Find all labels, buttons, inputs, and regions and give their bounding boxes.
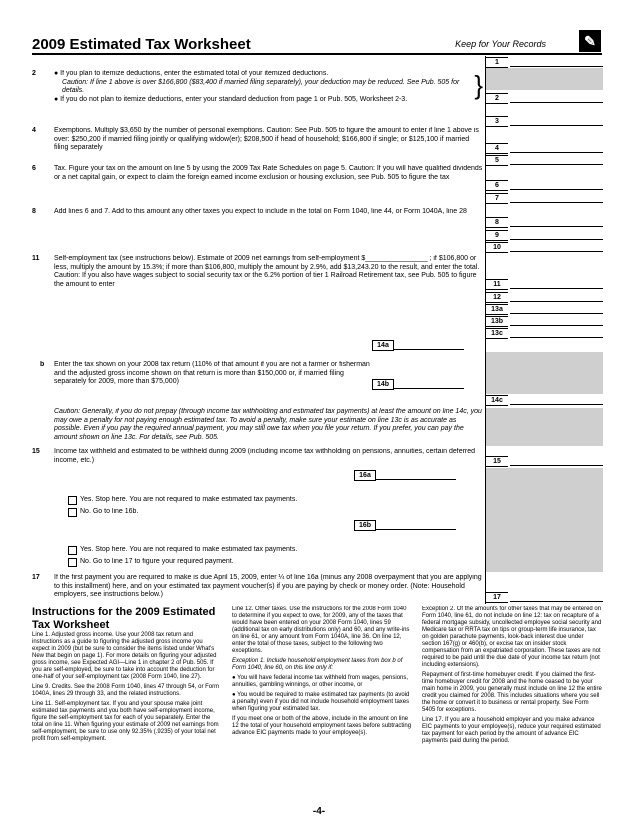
line-4: 4 Exemptions. Multiply $3,650 by the number of personal exemptions. Caution: See Pub. 505 to figure the amount to enter if line 1 above is over: $250,200 if married filing jointly or qualifying widow(er); $208,500 if head of household; $166,800 if single; or $125,100 if married filing separately [32,127,485,153]
line-16a-label: 16a [354,470,376,481]
instr-exception-1-bullet-2: ● You would be required to make estimated tax payments (to avoid a penalty) even if you did not include household employment taxes when figuring your estimated tax. [232,692,410,712]
line-16b-label: 16b [354,520,376,531]
box-5-amount[interactable] [510,155,603,165]
line-16b-yes-checkbox[interactable] [68,546,77,555]
box-9-label: 9 [486,230,508,241]
box-14c-label: 14c [486,395,508,406]
instr-line-1: Line 1. Adjusted gross income. Use your 2008 tax return and instructions as a guide to figuring the adjusted gross income you expect in 2009 (but be sure to consider the items listed under What's New that begin on page 1). For more details on figuring your adjusted gross income, see Expected AGI—Line 1 in chapter 2 of Pub. 505. If you are self-employed, be sure to take into account the deduction for one-half of your self-employment tax (2008 Form 1040, line 27). [32,632,217,680]
box-15-amount[interactable] [510,456,603,466]
instructions-column-3 [422,606,602,748]
line-6: 6 Tax. Figure your tax on the amount on line 5 by using the 2009 Tax Rate Schedules on page 5. Caution: If you will have qualified dividends or a net capital gain, or expect to claim the foreign earned income exclusion or housing exclusion, see Pub. 505 to figure the tax [32,165,485,191]
instr-exception-2: Exception 2. Of the amounts for other taxes that may be entered on Form 1040, line 61, do not include on line 12: tax on recapture of a federal mortgage subsidy, uncollected employee social security and Medicare tax or RRTA tax on tips or group-term life insurance, tax on golden parachute payments, look-back interest due under section 167(g) or 460(b), or excise tax on insider stock compensation from an expatriated corporation. These taxes are not required to be paid until the due date of your income tax return (not including extensions). [422,606,602,668]
instructions-title: Instructions for the 2009 Estimated Tax Worksheet [32,606,216,631]
line-16a-amount[interactable] [376,470,456,480]
box-4-amount[interactable] [510,143,603,153]
box-11-amount[interactable] [510,279,603,289]
keep-records-note: Keep for Your Records [455,39,546,49]
box-6-amount[interactable] [510,180,603,190]
box-1-amount[interactable] [510,57,603,67]
estimated-tax-worksheet [32,56,602,604]
line-2-option-b: ● If you do not plan to itemize deductions, enter your standard deduction from page 1 or Pub. 505, Worksheet 2-3. [54,95,408,103]
page-header [32,36,602,54]
caution-14c-text: Caution: Generally, if you do not prepay (through income tax withholding and estimated tax payments) at least the amount on line 14c, you may owe a penalty for not paying enough estimated tax. To avoid a penalty, make sure your estimate on line 13c is as accurate as possible. Even if you pay the required annual payment, you may still owe tax when you file your return. If you prefer, you can pay the amount shown on line 13c. For details, see Pub. 505. [54,408,482,441]
box-13b-label: 13b [486,316,508,327]
line-16a-no: No. Go to line 16b. [80,508,139,515]
line-2-option-a: ● If you plan to itemize deductions, enter the estimated total of your itemized deductions. [54,70,329,77]
line-2-brace: } [474,70,483,100]
line-16b-amount[interactable] [376,520,456,530]
line-15: 15 Income tax withheld and estimated to be withheld during 2009 (including income tax withholding on pensions, annuities, certain deferred income, etc.) [32,448,485,466]
line-14b-amount[interactable] [394,379,464,389]
box-17-amount[interactable] [510,592,603,602]
box-7-amount[interactable] [510,193,603,203]
line-8: 8 Add lines 6 and 7. Add to this amount any other taxes you expect to include in the total on Form 1040, line 44, or Form 1040A, line 28 [32,208,485,226]
box-3-amount[interactable] [510,116,603,126]
instr-exception-1-note: If you meet one or both of the above, include in the amount on line 12 the total of your household employment taxes before subtracting advance EIC payments made to your employee(s). [232,716,412,736]
box-5-label: 5 [486,155,508,166]
instr-line-12: Line 12. Other taxes. Use the instructions for the 2008 Form 1040 to determine if you expect to owe, for 2009, any of the taxes that would have been entered on your 2008 Form 1040, lines 59 (additional tax on early distributions only) and 60, and any write-ins on line 61, or any amount from Form 1040A, line 36. On line 12, enter the total of those taxes, subject to the following two exceptions. [232,606,410,654]
box-2-amount[interactable] [510,93,603,103]
instr-exception-1: Exception 1. Include household employment taxes from box b of Form 1040, line 60, on this line only if: [232,658,403,671]
box-3-label: 3 [486,116,508,127]
box-1-label: 1 [486,57,508,68]
box-13c-amount[interactable] [510,328,603,338]
worksheet-instructions [32,606,602,806]
line-16b-yes: Yes. Stop here. You are not required to make estimated tax payments. [80,546,298,553]
line-8-text: Add lines 6 and 7. Add to this amount any other taxes you expect to include in the total on Form 1040, line 44, or Form 1040A, line 28 [54,208,467,215]
line-14b-text: Enter the tax shown on your 2008 tax return (110% of that amount if you are not a farmer or fisherman and the adjusted gross income shown on that return is more than $150,000 or, if married filing separately for 2009, more than $75,000) [54,361,370,385]
line-16a-no-checkbox[interactable] [68,508,77,517]
line-16a-yes-checkbox[interactable] [68,496,77,505]
line-17: 17 If the first payment you are required to make is due April 15, 2009, enter ¼ of line 16a (minus any 2008 overpayment that you are applying to this installment) here, and on your estimated tax payment voucher(s) if you are paying by check or money order. (Note: Household employers, see instructions below.) [32,574,485,601]
box-13c-label: 13c [486,328,508,339]
instr-exception-1-bullet-1: ● You will have federal income tax withheld from wages, pensions, annuities, gambling winnings, or other income, or [232,675,409,688]
box-17-label: 17 [486,592,508,603]
header-rule [32,53,602,55]
box-9-amount[interactable] [510,230,603,240]
page-number: -4- [312,806,326,817]
box-10-amount[interactable] [510,242,603,252]
box-6-label: 6 [486,180,508,191]
line-14b-label: 14b [372,379,394,390]
line-16b-no-checkbox[interactable] [68,558,77,567]
line-11-text: Self-employment tax (see instructions below). Estimate of 2009 net earnings from self-employment $________________ ; if $106,800 or less, multiply the amount by 15.3%; if more than $106,800, multiply the amount by 2.9%, add $13,243.20 to the result, and enter the total. Caution: If you also have wages subject to social security tax or the 6.2% portion of tier 1 Railroad Retirement tax, see Pub. 505 to figure the amount to enter [54,255,480,288]
instr-homebuyer-credit: Repayment of first-time homebuyer credit. If you claimed the first-time homebuyer credit for 2008 and the home ceased to be your main home in 2009, you generally must include on line 12 the entire credit you claimed for 2008. This includes situations where you sell the home or convert it to business or rental property. See Form 5405 for exceptions. [422,672,602,713]
line-16a-yes: Yes. Stop here. You are not required to make estimated tax payments. [80,496,298,503]
line-2: 2 ● If you plan to itemize deductions, enter the estimated total of your itemized deductions. Caution: If line 1 above is over $166,800 ($83,400 if married filing separately), your deduction may be reduced. See Pub. 505 for details. ● If you do not plan to itemize deductions, enter your standard deduction from page 1 or Pub. 505, Worksheet 2-3. } [32,70,483,103]
line-17-text: If the first payment you are required to make is due April 15, 2009, enter ¼ of line 16a (minus any 2008 overpayment that you are applying to this installment) here, and on your estimated tax payment voucher(s) if you are paying by check or money order. (Note: Household employers, see instructions below.) [54,574,482,598]
box-8-label: 8 [486,217,508,228]
line-14a-label: 14a [372,340,394,351]
caution-14c [54,408,485,443]
instructions-column-1 [32,606,222,746]
recordkeeping-icon: ✎ [579,30,601,52]
line-6-text: Tax. Figure your tax on the amount on line 5 by using the 2009 Tax Rate Schedules on page 5. Caution: If you will have qualified dividends or a net capital gain, or expect to claim the foreign earned income exclusion or housing exclusion, see Pub. 505 to figure the tax [54,165,483,181]
amount-column [485,56,603,604]
box-10-label: 10 [486,242,508,253]
box-14c-amount[interactable] [510,395,603,405]
page-title: 2009 Estimated Tax Worksheet [32,36,251,53]
instr-line-11: Line 11. Self-employment tax. If you and your spouse make joint estimated tax payments and you both have self-employment income, figure the self-employment tax for each of you separately. Enter the total on line 11. When figuring your estimate of 2009 net earnings from self-employment, be sure to use only 92.35% (.9235) of your total net profit from self-employment. [32,701,219,742]
line-14a-amount[interactable] [394,340,464,350]
box-12-amount[interactable] [510,292,603,302]
box-13a-amount[interactable] [510,304,603,314]
instructions-column-2 [232,606,412,740]
line-15-text: Income tax withheld and estimated to be withheld during 2009 (including income tax withholding on pensions, annuities, certain deferred income, etc.) [54,448,476,464]
line-4-text: Exemptions. Multiply $3,650 by the number of personal exemptions. Caution: See Pub. 505 to figure the amount to enter if line 1 above is over: $250,200 if married filing jointly or qualifying widow(er); $208,500 if head of household; $166,800 if single; or $125,100 if married filing separately [54,127,479,151]
line-14b: b Enter the tax shown on your 2008 tax return (110% of that amount if you are not a farmer or fisherman and the adjusted gross income shown on that return is more than $150,000 or, if married filing separately for 2009, more than $75,000) [32,361,372,388]
box-13a-label: 13a [486,304,508,315]
box-13b-amount[interactable] [510,316,603,326]
box-2-label: 2 [486,93,508,104]
box-11-label: 11 [486,279,508,290]
box-12-label: 12 [486,292,508,303]
box-4-label: 4 [486,143,508,154]
line-11: 11 Self-employment tax (see instructions below). Estimate of 2009 net earnings from self-employment $________________ ; if $106,800 or less, multiply the amount by 15.3%; if more than $106,800, multiply the amount by 2.9%, add $13,243.20 to the result, and enter the total. Caution: If you also have wages subject to social security tax or the 6.2% portion of tier 1 Railroad Retirement tax, see Pub. 505 to figure the amount to enter [32,255,485,290]
instr-line-9: Line 9. Credits. See the 2008 Form 1040, lines 47 through 54, or Form 1040A, lines 29 through 33, and the related instructions. [32,684,220,697]
box-8-amount[interactable] [510,217,603,227]
line-16b-no: No. Go to line 17 to figure your required payment. [80,558,234,565]
box-7-label: 7 [486,193,508,204]
instr-line-17: Line 17. If you are a household employer and you make advance EIC payments to your employee(s), reduce your required estimated tax payment for each period by the amount of advance EIC payments paid during the period. [422,717,601,744]
box-15-label: 15 [486,456,508,467]
line-2-caution: Caution: If line 1 above is over $166,800 ($83,400 if married filing separately), your deduction may be reduced. See Pub. 505 for details. [62,78,460,94]
